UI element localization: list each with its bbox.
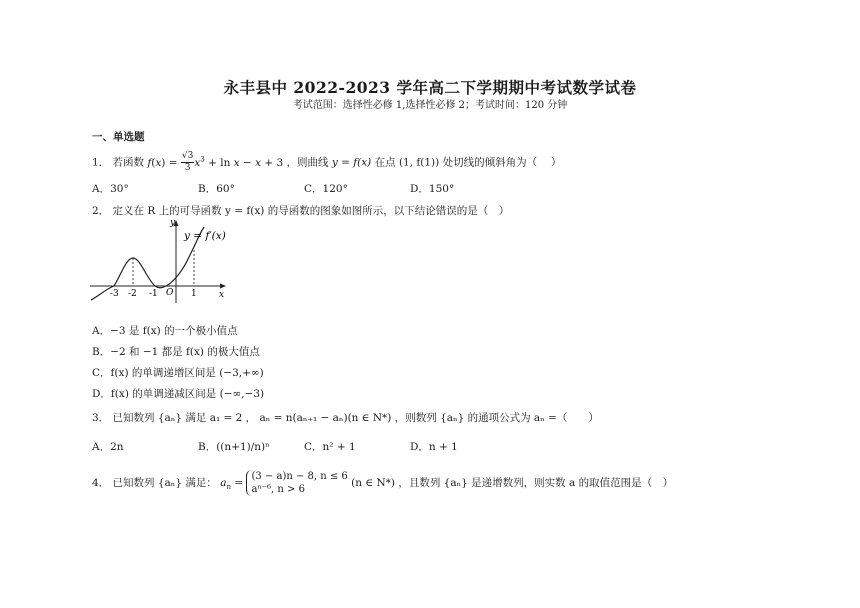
- question-text: ，则曲线: [286, 156, 329, 169]
- question-text: 在点: [374, 156, 396, 169]
- page-title: 永丰县中 2022-2023 学年高二下学期期中考试数学试卷: [223, 78, 637, 97]
- option-d: D．150°: [410, 183, 455, 195]
- question-4: 4． 已知数列 {aₙ} 满足： $a_n$ = (3 − a)n − 8, n ≤ 6 aⁿ⁻⁶, n > 6 (n ∈ N*) ，且数列 {aₙ} 是递增数列，则实数 a 的取值范围是（ ）: [92, 471, 674, 495]
- tick-label: -2: [128, 289, 137, 299]
- option-b: B．−2 和 −1 都是 f(x) 的极大值点: [92, 346, 260, 358]
- section-heading: 一、单选题: [92, 131, 145, 143]
- question-text: 定义在 R 上的可导函数 y = f(x) 的导函数的图象如图所示，以下结论错误的是（ ）: [112, 205, 510, 217]
- option-c: C．f(x) 的单调递增区间是 (−3,+∞): [92, 367, 264, 379]
- piecewise-definition: [246, 470, 347, 496]
- question-text: 已知数列 {aₙ} 满足 a₁ = 2 ， aₙ = n(aₙ₊₁ − aₙ)(n ∈ N*) ，则数列 {aₙ} 的通项公式为 aₙ =（ ）: [112, 412, 599, 424]
- origin-label: O: [166, 288, 174, 298]
- math-inline: y = f(x): [331, 156, 372, 169]
- option-c: C．n² + 1: [304, 441, 356, 453]
- option-b: B．60°: [198, 183, 235, 195]
- piece-1: (3 − a)n − 8, n ≤ 6: [251, 471, 348, 482]
- question-number: 3．: [92, 412, 110, 424]
- question-text: 若函数: [112, 156, 145, 169]
- option-b: B．((n+1)/n)ⁿ: [198, 441, 270, 453]
- tick-label: 1: [191, 289, 197, 299]
- question-number: 2．: [92, 205, 110, 217]
- curve-label: y = f′(x): [184, 230, 226, 242]
- derivative-graph: [88, 215, 238, 305]
- x-axis-label: x: [219, 290, 225, 300]
- math-inline: (1, f(1)): [398, 156, 440, 169]
- exam-info: 考试范围：选择性必修 1,选择性必修 2；考试时间：120 分钟: [292, 100, 568, 111]
- question-number: 4．: [92, 477, 110, 489]
- question-1: [92, 149, 561, 174]
- question-3: [92, 410, 599, 425]
- tick-label: -1: [149, 289, 158, 299]
- question-text: ，且数列 {aₙ} 是递增数列，则实数 a 的取值范围是（ ）: [398, 477, 674, 489]
- option-d: D．n + 1: [410, 441, 458, 453]
- formula: f(x) = $\frac{√3}{3}$ $x^3 + \ln x - x + 3$: [147, 151, 287, 173]
- option-d: D．f(x) 的单调递减区间是 (−∞,−3): [92, 388, 265, 400]
- option-a: A．−3 是 f(x) 的一个极小值点: [92, 325, 238, 337]
- x-axis-arrow: [220, 284, 226, 289]
- question-text: 已知数列 {aₙ} 满足：: [112, 477, 217, 489]
- option-c: C．120°: [304, 183, 348, 195]
- question-number: 1．: [92, 156, 110, 169]
- question-text: 处切线的倾斜角为（ ）: [442, 156, 562, 169]
- option-a: A．2n: [92, 441, 124, 453]
- piece-2: aⁿ⁻⁶, n > 6: [251, 484, 305, 495]
- y-axis-label: y: [170, 218, 176, 228]
- option-a: A．30°: [92, 183, 129, 195]
- domain-note: (n ∈ N*): [351, 477, 395, 489]
- tick-label: -3: [110, 289, 119, 299]
